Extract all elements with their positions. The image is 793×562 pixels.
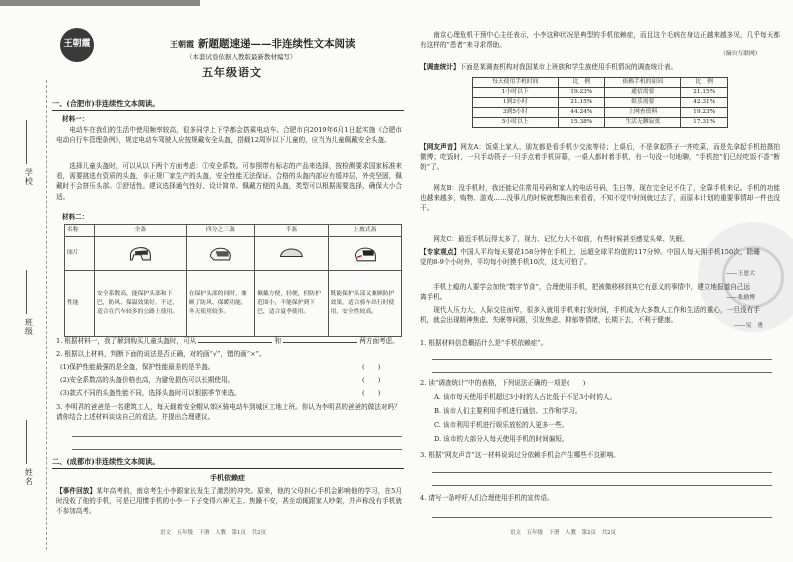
section-2-rule bbox=[52, 468, 404, 469]
table-cell: 1小时以下 bbox=[473, 87, 559, 97]
netizen-a-text: 网友A：饭桌上家人、朋友都是看手机少交流等待；上桌后，不是拿起筷子一齐吃菜，而是先拿起手机拍摄拍微博；吃饭时，一只手动筷子一只手点着手机屏幕，一桌人都时着手机，有一句没一句地聊，“手机控”们已经吃饭不香“断奶”了。 bbox=[420, 143, 780, 172]
material-1-text: 电动车在我们的生活中使用频率较高，很多同学上下学都会搭乘电动车。合肥市自2019年6月1日起实施《合肥市电动自行车管理条例》，规定电动车驾驶人应按规戴安全头盔，搭载12周岁以下儿童的，应当为儿童佩戴安全头盔。 bbox=[56, 126, 402, 145]
table-row bbox=[473, 97, 728, 107]
full-helmet-image bbox=[95, 236, 187, 270]
answer-blank-2[interactable] bbox=[283, 342, 357, 343]
voice-tag: 【网友声音】 bbox=[420, 143, 461, 151]
table-cell: 安全系数高，能保护头部和下巴，防风、保温效果好，不过，适合在汽车较多的公路上使用。 bbox=[95, 270, 187, 336]
judge-item-3: (3)款式不同的头盔性能不同，选择头盔时可以根据季节来选。 bbox=[60, 389, 241, 397]
right-column bbox=[420, 0, 780, 562]
r-question-1: 1. 根据材料信息概括什么是“手机依赖症”。 bbox=[420, 339, 548, 347]
expert-1-text: 中国人平均每天要花158分钟在手机上，远超全球平均值的117分钟。中国人每天拥手机150次，除睡觉的8-9个小时外，平均每小时摸手机10次，这太可怕了。 bbox=[420, 248, 761, 267]
cut-line bbox=[46, 80, 47, 550]
table-cell: 佩戴方便，轻便，但防护范围小，不能保护到下巴，适合夏季使用。 bbox=[255, 270, 328, 336]
option-a[interactable]: A. 该市每天使用手机超过3小时的人占比低于不足3小时的人。 bbox=[434, 393, 617, 401]
table-cell: 19.23% bbox=[558, 87, 605, 97]
judge-item-1: (1)保护性能最强的是全盔，保护性能最差的是半盔。 bbox=[60, 363, 215, 371]
event-source: （摘自互联网） bbox=[720, 51, 761, 57]
material-1-text-2: 选择儿童头盔时，可以从以下两个方面考虑：①安全系数。可参照带有标志的产品来选择，按检测要求国家标准来看，需要挑选有资质的头盔，非正规厂家生产的头盔，安全性能无法保证。合格的头盔内部应有缓冲层，外壳坚固，佩戴时不会挤压头部。②舒适性。建议选择通气性好、设计简单、佩戴方便的头盔，类型可以根据需要选择，确保大小合适。 bbox=[56, 162, 402, 201]
table-header: 比 例 bbox=[558, 78, 605, 88]
header-title-text: 新题题速递——非连续性文本阅读 bbox=[198, 38, 356, 50]
question-1 bbox=[56, 336, 402, 346]
table-header: 四分之三盔 bbox=[186, 225, 254, 237]
table-cell: 21.15% bbox=[681, 87, 728, 97]
table-header: 名称 bbox=[65, 225, 95, 237]
event-replay bbox=[56, 486, 402, 517]
option-c[interactable]: C. 该市利用手机进行娱乐放松的人更多一些。 bbox=[434, 421, 569, 429]
table-cell: 21.15% bbox=[558, 97, 605, 107]
netizen-b: 网友B：没手机时，我还能记住常用号码和家人的电话号码，生日等，现在完全记不住了，全靠手机来记。手机的功能也越来越多，购物、游戏……没事儿的时候就想掏出来看看，不知不觉中时间就过去了，而原本计划的重要事情却一件也没干。 bbox=[420, 184, 780, 213]
table-header: 全盔 bbox=[95, 225, 187, 237]
survey-intro bbox=[420, 62, 780, 72]
judge-answer-3[interactable]: ( ) bbox=[362, 389, 381, 397]
answer-blank-1[interactable] bbox=[198, 342, 272, 343]
option-b[interactable]: B. 该市人们主要利用手机进行通信、工作和学习。 bbox=[434, 407, 582, 415]
grade-title: 五年级语文 bbox=[202, 66, 262, 79]
netizen-a bbox=[420, 142, 780, 173]
class-field[interactable] bbox=[26, 270, 27, 314]
table-header: 依赖手机的原因 bbox=[605, 78, 681, 88]
table-header: 每天使用手机时间 bbox=[473, 78, 559, 88]
left-column bbox=[52, 0, 404, 562]
netizen-c: 网友C：最近手机玩得太多了，视力、记忆力大不如前，有些时候甚至感觉头晕、失眠。 bbox=[433, 235, 689, 243]
question-1-text: 1. 根据材料一，我了解到购买儿童头盔时，可从 bbox=[56, 337, 197, 345]
judge-answer-2[interactable]: ( ) bbox=[362, 376, 381, 384]
table-cell: 42.31% bbox=[681, 97, 728, 107]
answer-line[interactable] bbox=[432, 372, 772, 373]
header-subtitle: （本套试卷依据人教版最新教材编写） bbox=[186, 53, 297, 61]
option-d[interactable]: D. 该市的大部分人每天使用手机的时间偏短。 bbox=[434, 435, 569, 443]
table-header: 比 例 bbox=[681, 78, 728, 88]
expert-2-source: ——张励博 bbox=[726, 295, 755, 301]
table-cell: 15.38% bbox=[558, 117, 605, 127]
half-helmet-image bbox=[255, 236, 328, 270]
table-cell: 44.24% bbox=[558, 107, 605, 117]
table-cell: 1到2小时 bbox=[473, 97, 559, 107]
expert-3: 现代人压力大，人际交往面窄，很多人就用手机来打发时间，手机成为大多数人工作和生活的重心，一旦没有手机，就会出现精神焦虑、失眠等问题，引发焦虑、抑郁等情绪，长期下去，不利于健康。 bbox=[420, 306, 760, 325]
binding-strip bbox=[0, 0, 50, 562]
survey-table bbox=[472, 77, 728, 128]
table-row bbox=[473, 117, 728, 127]
class-label: 班级 bbox=[24, 318, 34, 336]
table-cell: 19.23% bbox=[681, 107, 728, 117]
expert-1 bbox=[420, 247, 760, 267]
table-cell: 在保护头部的同时，兼顾了防风、保暖功能，冬天使用较多。 bbox=[186, 270, 254, 336]
r-question-2: 2. 读“调查统计”中的表格，下列说法正确的一项是( ) bbox=[420, 379, 586, 387]
event-continued: 南京心理危机干预中心主任表示，小李这种状况是典型的手机依赖症，而且这个毛病在身边正越来越多见，几乎每天都有这样的“患者”来寻求帮助。 bbox=[420, 31, 780, 50]
table-cell: 3到5小时 bbox=[473, 107, 559, 117]
row-label-image: 图片 bbox=[65, 236, 95, 270]
judge-item-2: (2)安全系数高的头盔价格也高，为避免损伤可以长期使用。 bbox=[60, 376, 235, 384]
section-1-rule bbox=[52, 110, 404, 111]
brand-name: 王朝霞 bbox=[170, 39, 194, 49]
question-3: 3. 李明君的爸爸是一名建筑工人，每天载着安全帽从郊区骑电动车到城区工地上班。你认为李明君的爸爸的做法对吗？请你结合上述材料谈谈自己的看法，并提出合理建议。 bbox=[56, 403, 401, 422]
r-question-4: 4. 请写一条呼吁人们合理使用手机的宣传语。 bbox=[420, 494, 554, 502]
helmet-table bbox=[64, 224, 402, 337]
survey-text: 下面是某调查机构对我国某市上班族和学生族使用手机情况的调查统计表。 bbox=[459, 63, 678, 71]
answer-line[interactable] bbox=[72, 449, 402, 450]
answer-line[interactable] bbox=[432, 485, 772, 486]
question-1-and: 和 bbox=[274, 337, 282, 345]
material-2-label: 材料二： bbox=[62, 213, 89, 221]
name-field[interactable] bbox=[26, 420, 27, 464]
question-2: 2. 根据以上材料，判断下面的说法是否正确，对的画“√”，错的画“×”。 bbox=[56, 350, 266, 358]
table-row bbox=[473, 107, 728, 117]
row-label-performance: 性能 bbox=[65, 270, 95, 336]
material-1-label: 材料一： bbox=[62, 115, 89, 123]
table-cell: 5小时以上 bbox=[473, 117, 559, 127]
section-2-title: 二、(成都市)非连续性文本阅读。 bbox=[52, 457, 160, 466]
footer-right: 语文 五年级 下册 人教 第2页 共2页 bbox=[510, 530, 616, 536]
table-row bbox=[473, 87, 728, 97]
answer-line[interactable] bbox=[72, 436, 402, 437]
table-cell: 通信需要 bbox=[605, 87, 681, 97]
article-title: 手机依赖症 bbox=[210, 473, 245, 482]
section-1-title: 一、(合肥市)非连续性文本阅读。 bbox=[52, 99, 160, 108]
expert-3-source: ——吴 勇 bbox=[734, 323, 763, 329]
event-text: 某年高考前，南京考生小李跟家长发生了激烈的冲突。原来，他的父母担心手机会影响他的学习，在5月时没收了他的手机，可是已用惯手机的小李一下子变得六神无主、焦躁不安，甚至动辄跟家人吵架，并声称没有手机就不参加高考。 bbox=[56, 487, 402, 516]
footer-left: 语文 五年级 下册 人教 第1页 共2页 bbox=[160, 530, 266, 536]
table-cell: 娱乐需要 bbox=[605, 97, 681, 107]
name-label: 姓名 bbox=[24, 468, 34, 486]
table-cell: 上网查资料 bbox=[605, 107, 681, 117]
event-tag: 【事件回放】 bbox=[56, 487, 97, 495]
three-quarter-helmet-image bbox=[186, 236, 254, 270]
expert-tag: 【专家观点】 bbox=[420, 248, 461, 256]
table-cell: 17.31% bbox=[681, 117, 728, 127]
answer-line[interactable] bbox=[432, 472, 772, 473]
expert-1-source: ——王思大 bbox=[726, 271, 755, 277]
answer-line[interactable] bbox=[432, 359, 772, 360]
brand-logo: 王朝霞 bbox=[60, 28, 94, 62]
flipup-helmet-image bbox=[328, 236, 401, 270]
judge-answer-1[interactable]: ( ) bbox=[362, 363, 381, 371]
answer-line[interactable] bbox=[432, 517, 772, 518]
table-header: 半盔 bbox=[255, 225, 328, 237]
question-1-tail: 两方面考虑。 bbox=[359, 337, 399, 345]
table-header: 上坡式盔 bbox=[328, 225, 401, 237]
header-title bbox=[170, 36, 356, 52]
table-cell: 生活无聊寂寞 bbox=[605, 117, 681, 127]
expert-2: 手机上瘾的人要学会加快“数字节食”，合理使用手机，把被微移移到其它有意义的事情中，建立地报道自己远离手机。 bbox=[420, 283, 750, 302]
survey-tag: 【调查统计】 bbox=[420, 63, 460, 71]
table-cell: 既能保护头部又兼顾防护效果，适合骑车出行时使用，安全性较高。 bbox=[328, 270, 401, 336]
school-field[interactable] bbox=[26, 120, 27, 164]
r-question-3: 3. 根据“网友声音”这一材料说说过分依赖手机会产生哪些不良影响。 bbox=[420, 451, 620, 459]
school-label: 学校 bbox=[24, 168, 34, 186]
